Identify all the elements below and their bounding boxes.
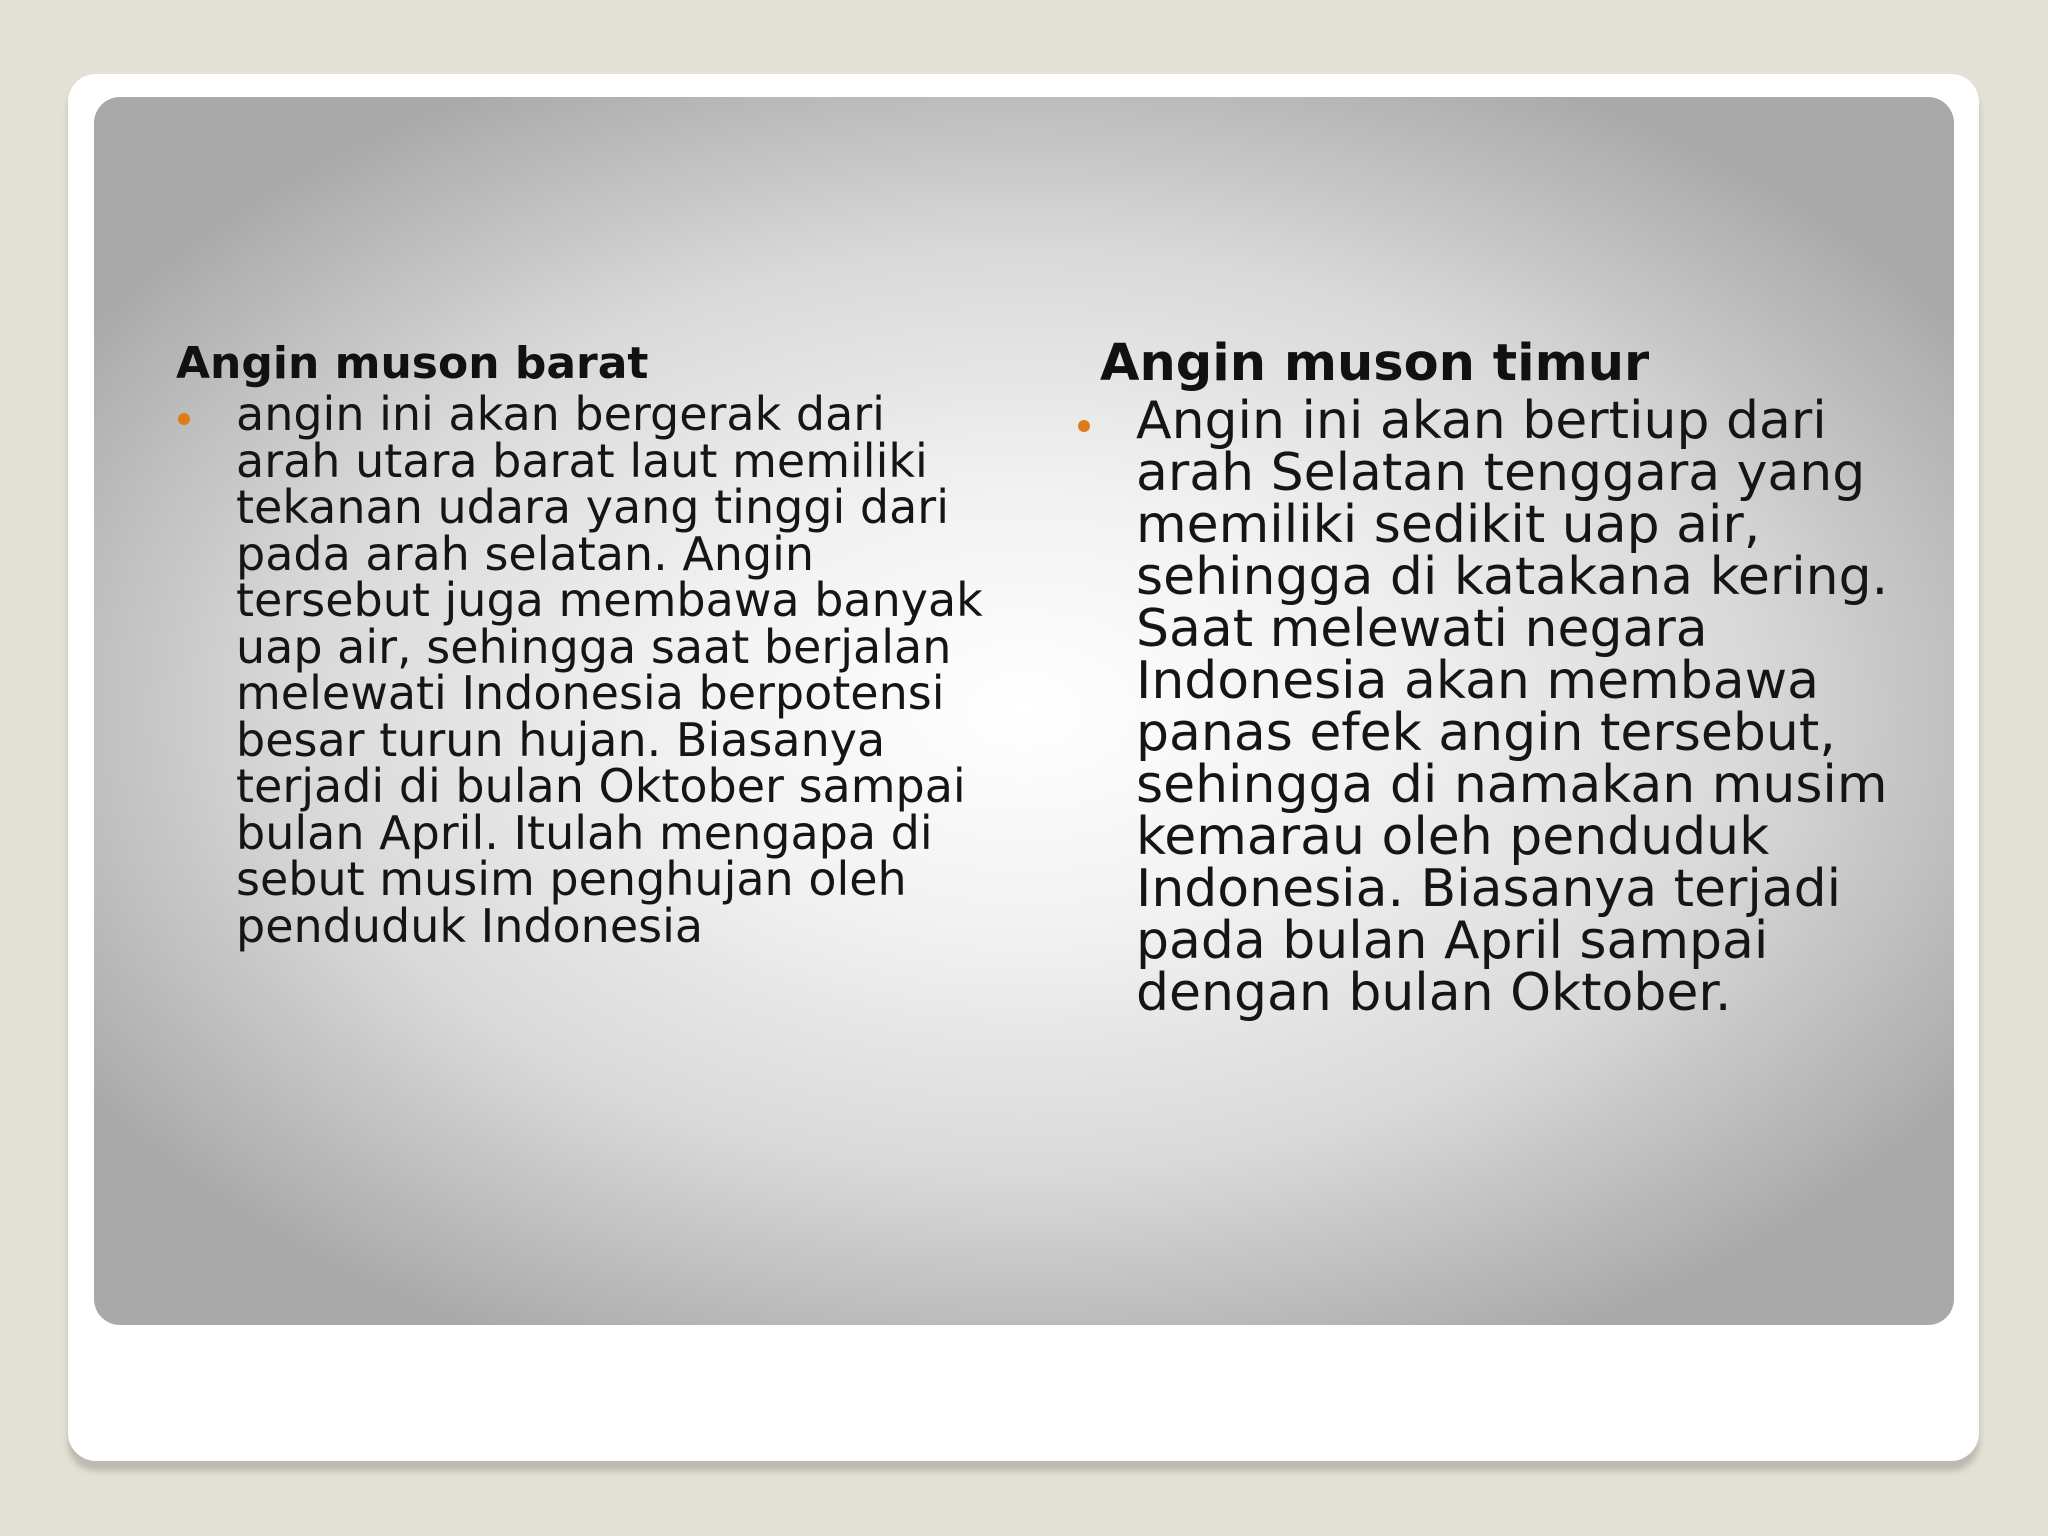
right-column-muson-timur (1078, 333, 1954, 1023)
bullet-dot-icon (1078, 420, 1090, 432)
left-bullet-item (176, 387, 996, 953)
bullet-dot-icon (178, 413, 190, 425)
right-bullet-item (1078, 391, 1954, 1023)
slide-content-panel (94, 97, 1954, 1325)
left-column-muson-barat (176, 337, 996, 953)
left-bullet-text: angin ini akan bergerak dari arah utara barat laut memiliki tekanan udara yang tinggi dari pada arah selatan. Angin tersebut juga membawa banyak uap air, sehingga saat berjalan melewati Indonesia berpotensi besar turun hujan. Biasanya terjadi di bulan Oktober sampai bulan April. Itulah mengapa di sebut musim penghujan oleh penduduk Indonesia (236, 387, 983, 953)
left-column-heading: Angin muson barat (176, 338, 649, 389)
right-bullet-text: Angin ini akan bertiup dari arah Selatan tenggara yang memiliki sedikit uap air, sehingga di katakana kering. Saat melewati negara Indonesia akan membawa panas efek angin tersebut, sehingga di namakan musim kemarau oleh penduduk Indonesia. Biasanya terjadi pada bulan April sampai dengan bulan Oktober. (1136, 391, 1889, 1023)
right-column-heading: Angin muson timur (1100, 334, 1650, 393)
